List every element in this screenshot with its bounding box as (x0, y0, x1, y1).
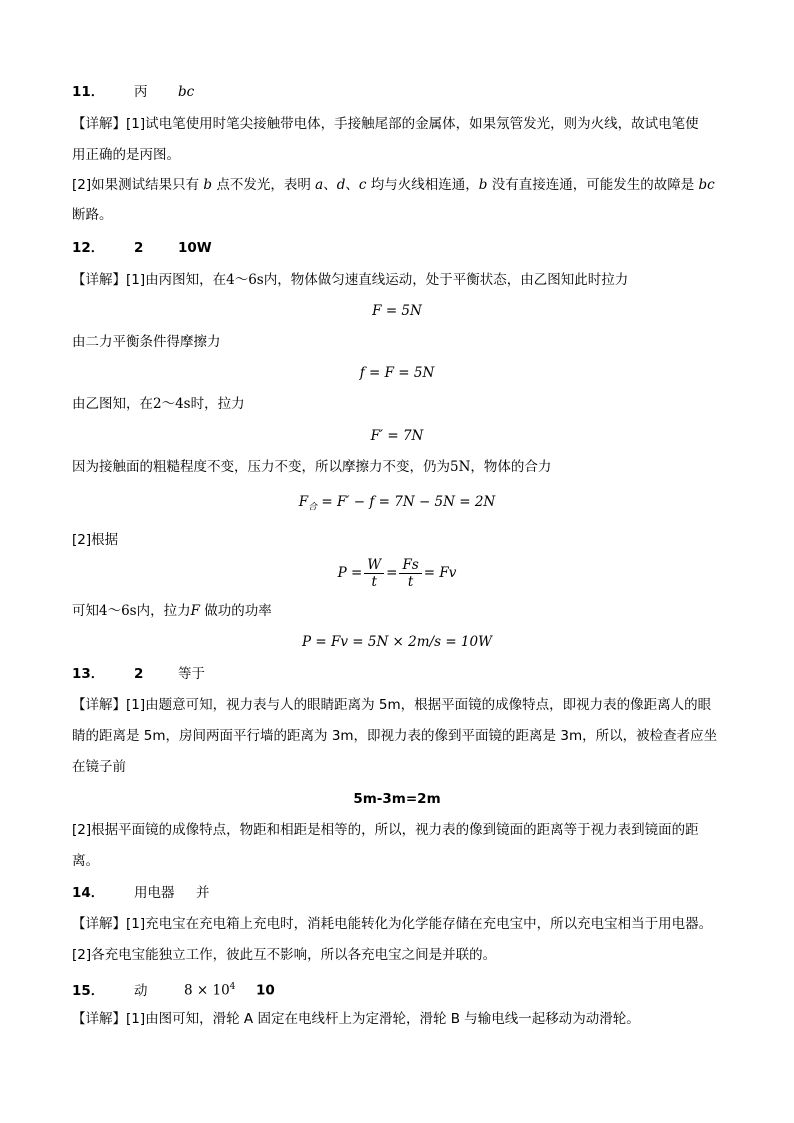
var-a: a (315, 177, 324, 193)
q13-detail-line-1: 【详解】[1]由题意可知，视力表与人的眼睛距离为 5m，根据平面镜的成像特点，即视力表的像距离人的眼 (72, 697, 712, 713)
q15-number: 15． (72, 982, 105, 999)
q12-answer-1: 2 (134, 240, 144, 256)
fraction-w-over-t (364, 557, 384, 590)
math-run: = F′ − f = 7N − 5N = 2N (317, 494, 496, 510)
q12-equation-1: F = 5N (372, 303, 422, 319)
text-run: 、 (323, 177, 337, 193)
math-superscript: 4 (229, 982, 236, 992)
text-run: 点不发光，表明 (212, 177, 316, 193)
q11-detail-line-3 (72, 175, 715, 195)
q12-equation-6: P = Fv = 5N × 2m/s = 10W (302, 634, 492, 650)
fraction-numerator: W (364, 557, 384, 574)
q12-detail-line-4 (72, 457, 551, 477)
q11-header (72, 82, 194, 102)
text-run: 内，拉力 (136, 603, 191, 619)
math-run: = (386, 565, 398, 581)
q12-detail-line-5: [2]根据 (72, 532, 119, 548)
q15-answer-3: 10 (256, 982, 275, 999)
text-run: 可知 (72, 603, 99, 619)
fraction-fs-over-t (399, 557, 421, 590)
var-bc: bc (698, 177, 715, 193)
q12-header (72, 238, 212, 258)
q14-answer-2: 并 (196, 885, 210, 901)
var-b: b (478, 177, 488, 193)
math-run: P = (337, 565, 363, 581)
q12-detail-line-6 (72, 601, 272, 621)
q13-detail-line-3: 在镜子前 (72, 759, 126, 775)
q12-detail-line-1 (72, 270, 628, 290)
q11-answer-2: bc (178, 84, 195, 100)
q12-detail-line-3 (72, 394, 245, 414)
var-d: d (336, 177, 346, 193)
math-run: F (298, 494, 309, 510)
q14-detail-line-2: [2]各充电宝能独立工作，彼此互不影响，所以各充电宝之间是并联的。 (72, 947, 497, 963)
q12-equation-2: f = F = 5N (359, 365, 435, 381)
math-run: 4～6s (226, 272, 264, 288)
text-run: 时，拉力 (190, 396, 245, 412)
text-run: 、 (345, 177, 359, 193)
q14-answer-1: 用电器 (134, 885, 175, 901)
text-run: 内，物体做匀速直线运动，处于平衡状态，由乙图知此时拉力 (263, 272, 629, 288)
q12-number: 12． (72, 240, 105, 256)
q12-equation-3: F′ = 7N (370, 428, 424, 444)
fraction-denominator: t (371, 574, 377, 590)
text-run: 做功的功率 (199, 603, 272, 619)
q11-answer-1: 丙 (134, 84, 148, 100)
q15-answer-1: 动 (134, 982, 148, 999)
q12-equation-4 (0, 492, 794, 518)
text-run: ，物体的合力 (470, 459, 552, 475)
q12-answer-2: 10W (178, 240, 212, 256)
q13-answer-2: 等于 (178, 666, 205, 682)
var-f: F (190, 603, 200, 619)
q15-answer-2 (184, 977, 256, 1001)
q13-detail-line-5: 离。 (72, 853, 99, 869)
q11-detail-line-2: 用正确的是丙图。 (72, 147, 180, 163)
math-subscript: 合 (308, 502, 318, 513)
q13-number: 13． (72, 666, 105, 682)
fraction-numerator: Fs (399, 557, 421, 574)
math-run: 8 × 10 (184, 982, 230, 999)
q13-detail-line-2: 睛的距离是 5m，房间两面平行墙的距离为 3m，即视力表的像到平面镜的距离是 3m，所以，被检查者应坐 (72, 728, 718, 744)
math-run: = Fv (423, 565, 457, 581)
q13-answer-1: 2 (134, 666, 144, 682)
var-c: c (358, 177, 367, 193)
q14-header (72, 883, 210, 903)
text-run: [2]如果测试结果只有 (72, 177, 204, 193)
q15-header (72, 977, 275, 1001)
math-run: 2～4s (153, 396, 191, 412)
fraction-denominator: t (407, 574, 414, 590)
q13-header (72, 664, 205, 684)
text-run: 没有直接连通，可能发生的故障是 (487, 177, 699, 193)
q13-equation: 5m-3m=2m (353, 791, 441, 807)
q11-detail-line-4: 断路。 (72, 207, 113, 223)
math-run: 4～6s (99, 603, 137, 619)
text-run: 【详解】[1]由丙图知，在 (72, 272, 227, 288)
q15-detail-line-1: 【详解】[1]由图可知，滑轮 A 固定在电线杆上为定滑轮，滑轮 B 与输电线一起移动为动滑轮。 (72, 1011, 640, 1027)
q11-number: 11． (72, 84, 105, 100)
q13-detail-line-4: [2]根据平面镜的成像特点，物距和相距是相等的，所以，视力表的像到镜面的距离等于视力表到镜面的距 (72, 822, 699, 838)
q11-detail-line-1: 【详解】[1]试电笔使用时笔尖接触带电体，手接触尾部的金属体，如果氖管发光，则为火线，故试电笔使 (72, 116, 699, 132)
q12-detail-line-2: 由二力平衡条件得摩擦力 (72, 334, 221, 350)
math-run: 5N (450, 459, 471, 475)
q14-number: 14． (72, 885, 105, 901)
q14-detail-line-1: 【详解】[1]充电宝在充电箱上充电时，消耗电能转化为化学能存储在充电宝中，所以充电宝相当于用电器。 (72, 916, 713, 932)
text-run: 均与火线相连通， (366, 177, 479, 193)
var-b: b (203, 177, 213, 193)
text-run: 因为接触面的粗糙程度不变，压力不变，所以摩擦力不变，仍为 (72, 459, 450, 475)
q12-equation-5 (0, 556, 794, 590)
text-run: 由乙图知，在 (72, 396, 153, 412)
